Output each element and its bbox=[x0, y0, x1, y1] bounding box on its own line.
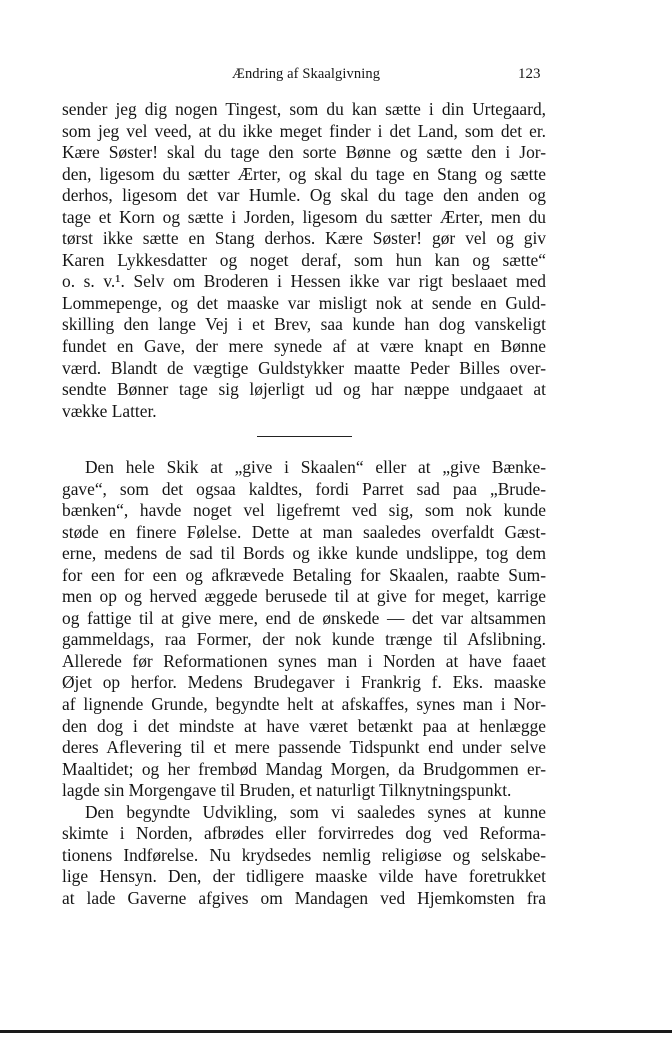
text-line: støde en finere Følelse. Dette at man saaledes overfaldt Gæst- bbox=[62, 521, 546, 542]
text-line: og fattige til at give mere, end de ønskede — det var altsammen bbox=[62, 607, 546, 628]
text-line: erne, medens de sad til Bords og ikke kunde undslippe, tog dem bbox=[62, 543, 546, 564]
section-divider bbox=[257, 436, 352, 437]
text-line: tage et Korn og sætte i Jorden, ligesom du sætter Ærter, men du bbox=[62, 206, 546, 227]
text-line: o. s. v.¹. Selv om Broderen i Hessen ikke var rigt beslaaet med bbox=[62, 271, 546, 292]
text-line: den, ligesom du sætter Ærter, og skal du tage en Stang og sætte bbox=[62, 163, 546, 184]
text-line: Øjet op herfor. Medens Brudegaver i Frankrig f. Eks. maaske bbox=[62, 672, 546, 693]
text-line: vække Latter. bbox=[62, 400, 157, 421]
text-line: Kære Søster! skal du tage den sorte Bønne og sætte den i Jor- bbox=[62, 142, 546, 163]
page-number: 123 bbox=[518, 66, 541, 82]
text-line: sendte Bønner tage sig løjerligt ud og har næppe undgaaet at bbox=[62, 379, 546, 400]
text-line: af lignende Grunde, begyndte helt at afskaffes, synes man i Nor- bbox=[62, 694, 546, 715]
text-line: bænken“, havde noget vel ligefremt ved sig, som nok kunde bbox=[62, 500, 546, 521]
paragraphs-main bbox=[62, 457, 546, 909]
text-line: Maaltidet; og her frembød Mandag Morgen, da Brudgommen er- bbox=[62, 758, 546, 779]
paragraph-continued bbox=[62, 99, 546, 422]
text-line: værd. Blandt de vægtige Guldstykker maatte Peder Billes over- bbox=[62, 357, 546, 378]
text-line: Den hele Skik at „give i Skaalen“ eller at „give Bænke- bbox=[85, 457, 546, 477]
text-line: at lade Gaverne afgives om Mandagen ved Hjemkomsten fra bbox=[62, 887, 546, 908]
text-line: men op og herved æggede berusede til at give for meget, karrige bbox=[62, 586, 546, 607]
text-line: derhos, ligesom det var Humle. Og skal du tage den anden og bbox=[62, 185, 546, 206]
text-line: Lommepenge, og det maaske var misligt nok at sende en Guld- bbox=[62, 292, 546, 313]
text-line: for een for een og afkrævede Betaling for Skaalen, raabte Sum- bbox=[62, 564, 546, 585]
text-line: Allerede før Reformationen synes man i Norden at have faaet bbox=[62, 650, 546, 671]
scan-edge bbox=[0, 1030, 672, 1033]
text-line: skimte i Norden, afbrødes eller forvirredes dog ved Reforma- bbox=[62, 823, 546, 844]
text-line: den dog i det mindste at have været betænkt paa at henlægge bbox=[62, 715, 546, 736]
text-line: lige Hensyn. Den, der tidligere maaske vilde have foretrukket bbox=[62, 866, 546, 887]
running-header bbox=[0, 66, 672, 86]
text-line: fundet en Gave, der mere synede af at være knapt en Bønne bbox=[62, 336, 546, 357]
text-line: skilling den lange Vej i et Brev, saa kunde han dog vanskeligt bbox=[62, 314, 546, 335]
text-line: sender jeg dig nogen Tingest, som du kan sætte i din Urtegaard, bbox=[62, 99, 546, 119]
text-line: Den begyndte Udvikling, som vi saaledes synes at kunne bbox=[85, 801, 546, 822]
text-line: tionens Indførelse. Nu krydsedes nemlig religiøse og selskabe- bbox=[62, 844, 546, 865]
text-line: tørst ikke sætte en Stang derhos. Kære Søster! gør vel og giv bbox=[62, 228, 546, 249]
running-title: Ændring af Skaalgivning bbox=[231, 66, 381, 82]
text-line: gammeldags, raa Former, der nok kunde trænge til Afslibning. bbox=[62, 629, 546, 650]
text-line: Karen Lykkesdatter og noget deraf, som hun kan og sætte“ bbox=[62, 249, 546, 270]
text-line: gave“, som det ogsaa kaldtes, fordi Parret sad paa „Brude- bbox=[62, 478, 546, 499]
text-line: som jeg vel veed, at du ikke meget finder i det Land, som det er. bbox=[62, 120, 546, 141]
text-line: lagde sin Morgengave til Bruden, et naturligt Tilknytningspunkt. bbox=[62, 780, 512, 801]
text-line: deres Aflevering til et mere passende Tidspunkt end under selve bbox=[62, 737, 546, 758]
